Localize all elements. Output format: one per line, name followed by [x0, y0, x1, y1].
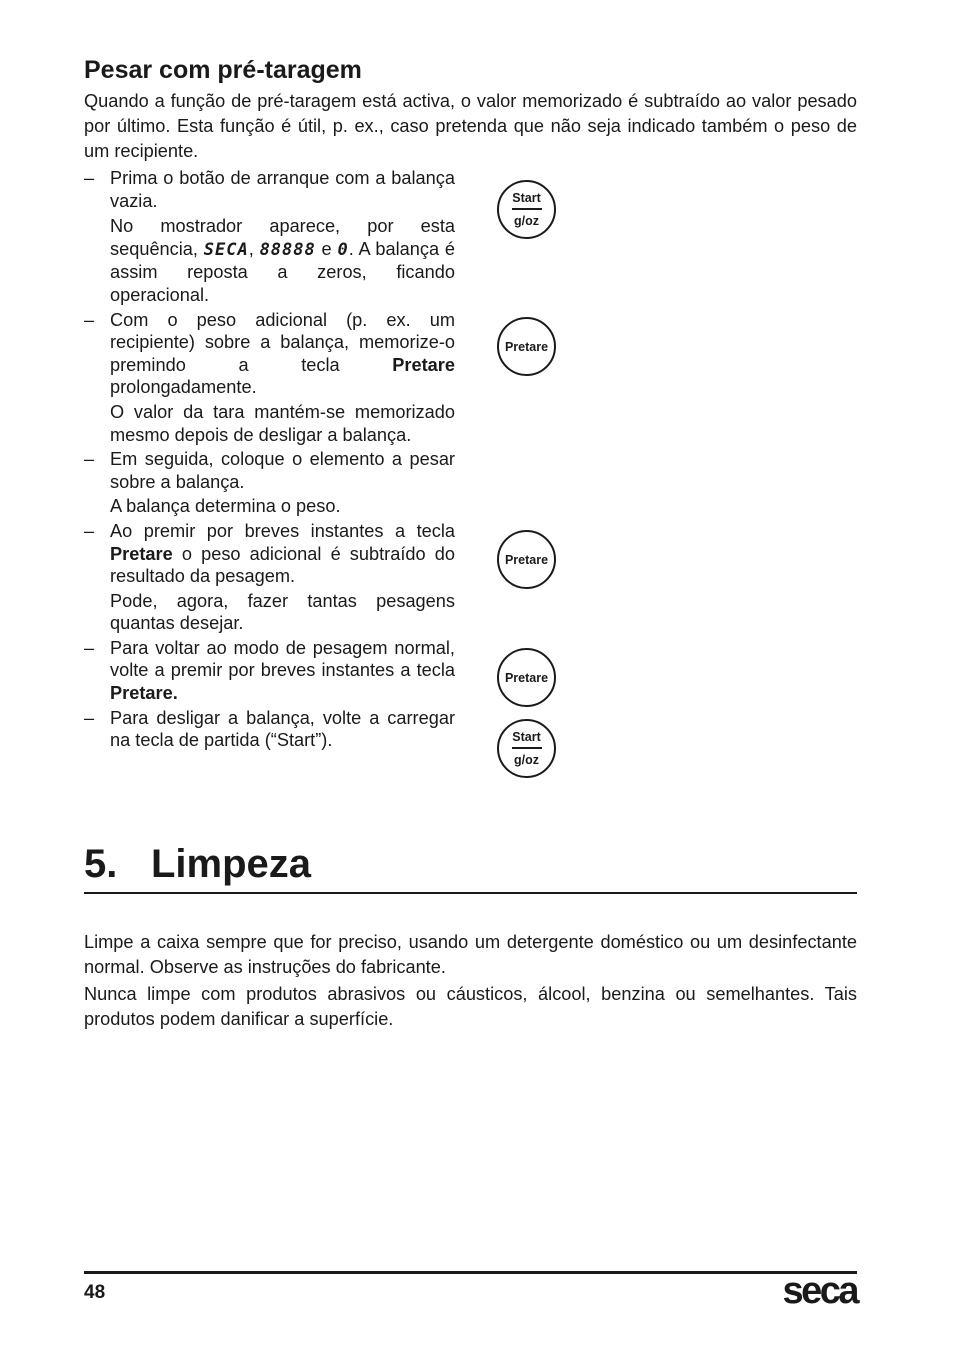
step-text: Para desligar a balança, volte a carregar na tecla de partida (“Start”). — [110, 707, 455, 751]
step-text: Em seguida, coloque o elemento a pesar sobre a balança. — [110, 449, 455, 492]
step-subtext: O valor da tara mantém-se memorizado mesmo depois de desligar a balança. — [110, 401, 455, 445]
list-item — [84, 309, 455, 399]
intro-paragraph: Quando a função de pré-taragem está activa, o valor memorizado é subtraído ao valor pesado por último. Esta função é útil, p. ex., caso pretenda que não seja indicado também o peso de um recipiente. — [84, 91, 857, 161]
start-button-icon — [497, 180, 556, 239]
step-text-b: prolongadamente. — [110, 377, 257, 398]
pretare-label: Pretare — [504, 552, 549, 567]
step-subtext-a: No mostrador aparece, por esta sequência, — [110, 216, 455, 259]
section-heading-cleaning — [84, 838, 311, 890]
step-text: Prima o botão de arranque com a balança vazia. — [110, 168, 455, 211]
heading-rule — [84, 892, 857, 894]
list-item — [84, 520, 455, 588]
list-dash: – — [84, 520, 95, 541]
step-text-a: Para voltar ao modo de pesagem normal, volte a premir por breves instantes a tecla — [110, 637, 455, 681]
step-text-a: Ao premir por breves instantes a tecla — [110, 520, 455, 541]
step-text-a: Com o peso adicional (p. ex. um recipiente) sobre a balança, memorize-o premindo a tecla — [110, 309, 455, 375]
page-number: 48 — [84, 1282, 106, 1303]
pretare-label: Pretare — [504, 339, 549, 354]
comma: , — [248, 238, 254, 259]
unit-label: g/oz — [514, 213, 539, 228]
step-subtext — [84, 215, 455, 306]
list-item — [84, 707, 455, 752]
pretare-key-label: Pretare — [110, 543, 173, 564]
section-title: Limpeza — [151, 842, 312, 886]
section-title-pretare: Pesar com pré-taragem — [84, 56, 362, 84]
button-divider — [512, 208, 542, 210]
cleaning-paragraph-2: Nunca limpe com produtos abrasivos ou cáusticos, álcool, benzina ou semelhantes. Tais produtos podem danificar a superfície. — [84, 984, 857, 1029]
list-dash: – — [84, 707, 95, 728]
list-item — [84, 448, 455, 493]
pretare-button-icon — [497, 648, 556, 707]
lcd-88888: 88888 — [259, 239, 316, 260]
step-list — [84, 167, 455, 752]
step-text-b: o peso adicional é subtraído do resultado da pesagem. — [110, 543, 455, 587]
pretare-key-label: Pretare. — [110, 683, 178, 704]
lcd-zero: 0 — [337, 239, 349, 260]
section-number: 5. — [84, 842, 118, 886]
list-dash: – — [84, 637, 95, 658]
list-item — [84, 637, 455, 705]
list-dash: – — [84, 449, 95, 470]
unit-label: g/oz — [514, 752, 539, 767]
list-item — [84, 167, 455, 212]
pretare-button-icon — [497, 317, 556, 376]
pretare-key-label: Pretare — [392, 354, 455, 375]
list-dash: – — [84, 309, 95, 330]
step-subtext: A balança determina o peso. — [110, 496, 341, 517]
seca-logo: seca — [782, 1270, 857, 1312]
list-dash: – — [84, 168, 95, 188]
pretare-label: Pretare — [504, 670, 549, 685]
footer-rule — [84, 1271, 857, 1274]
conjunction: e — [321, 238, 332, 259]
step-subtext-b: . A balança é assim reposta a zeros, ficando operacional. — [110, 238, 455, 305]
start-button-icon — [497, 719, 556, 778]
step-subtext: Pode, agora, fazer tantas pesagens quantas desejar. — [110, 590, 455, 634]
pretare-button-icon — [497, 530, 556, 589]
button-divider — [512, 747, 542, 749]
start-label: Start — [512, 730, 541, 745]
cleaning-paragraph-1: Limpe a caixa sempre que for preciso, usando um detergente doméstico ou um desinfectante normal. Observe as instruções do fabricante. — [84, 932, 857, 977]
lcd-seca: SECA — [203, 239, 249, 260]
start-label: Start — [512, 191, 541, 206]
